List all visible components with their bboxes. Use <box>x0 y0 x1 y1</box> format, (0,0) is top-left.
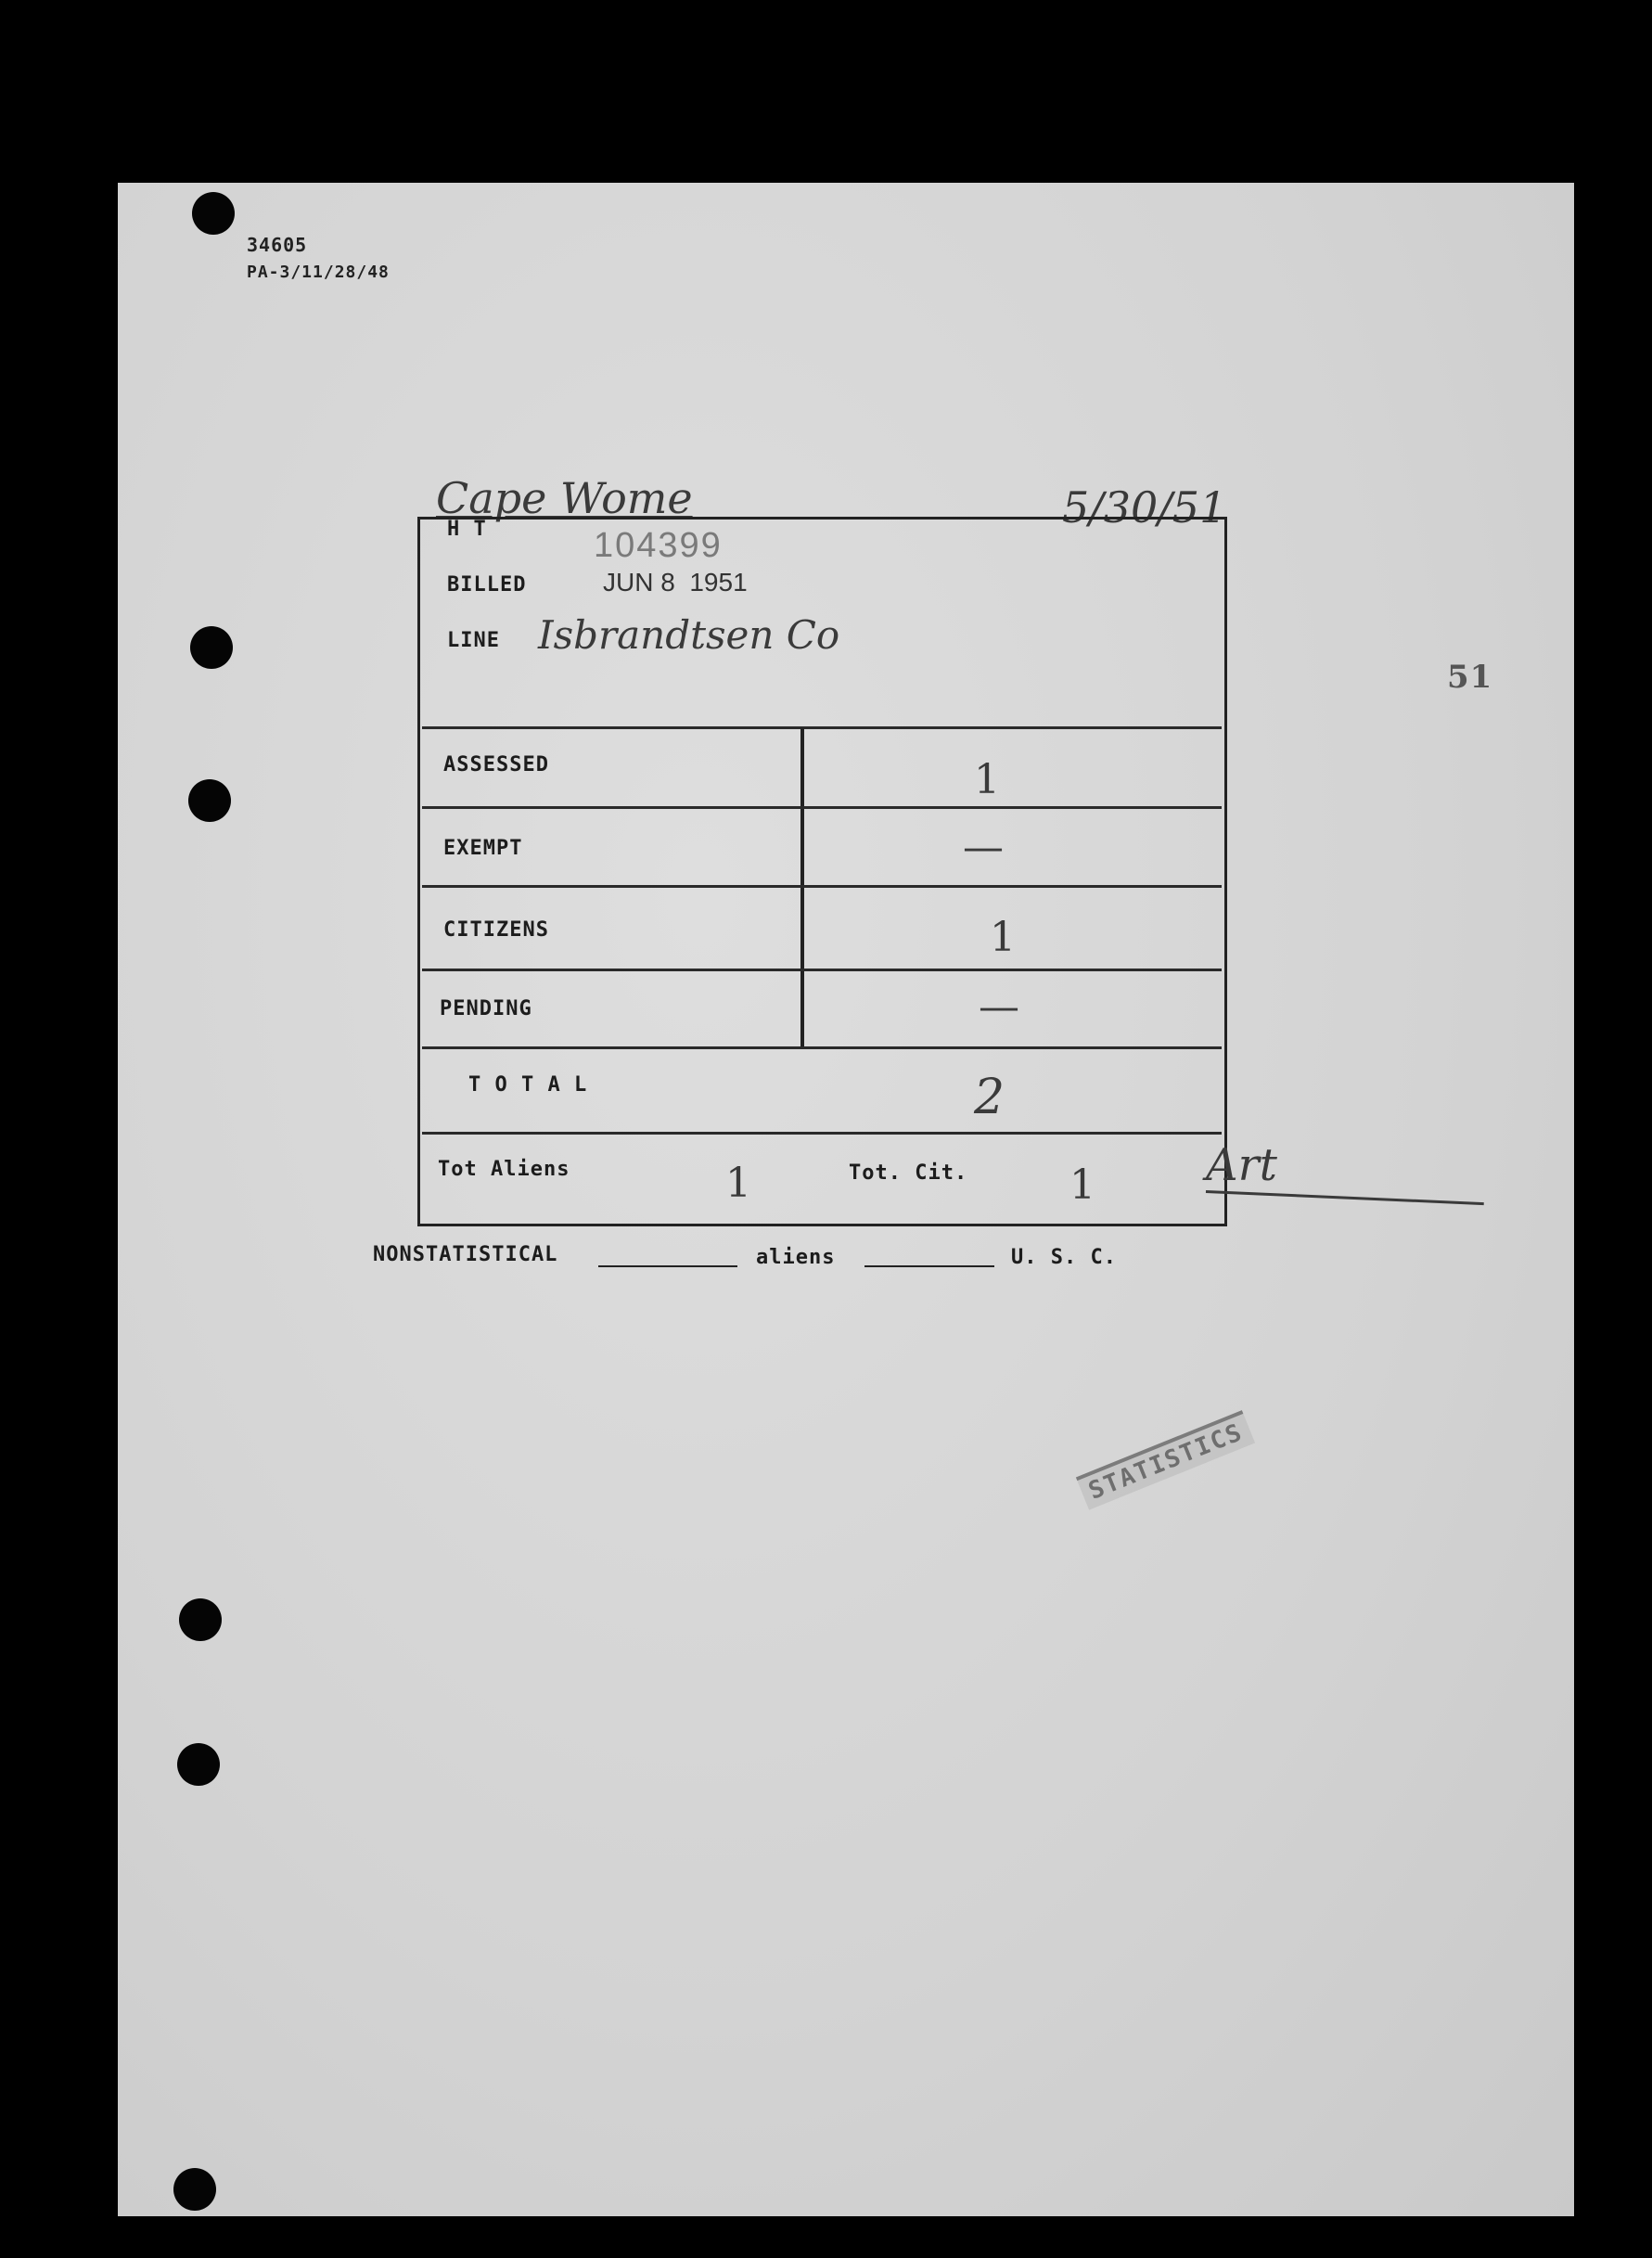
row-value-citizens: 1 <box>990 914 1016 961</box>
corner-ref-line1: 34605 <box>247 234 308 256</box>
initials: Art <box>1206 1139 1277 1191</box>
total-label: T O T A L <box>468 1073 588 1097</box>
divider <box>422 885 1222 888</box>
divider <box>422 1132 1222 1135</box>
line-value: Isbrandtsen Co <box>538 612 840 658</box>
row-label-citizens: CITIZENS <box>443 918 549 942</box>
punch-hole <box>188 779 231 822</box>
tot-cit-label: Tot. Cit. <box>849 1161 968 1185</box>
row-label-pending: PENDING <box>440 997 532 1020</box>
punch-hole <box>192 192 235 235</box>
line-label: LINE <box>447 629 500 652</box>
row-value-pending: — <box>979 983 1019 1031</box>
ship-name: Cape Wome <box>436 473 693 523</box>
blank-line <box>864 1265 994 1267</box>
tot-cit-value: 1 <box>1069 1161 1095 1209</box>
punch-hole <box>177 1743 220 1786</box>
blank-line <box>598 1265 737 1267</box>
aliens-label: aliens <box>756 1246 836 1269</box>
punch-hole <box>179 1598 222 1641</box>
tot-aliens-label: Tot Aliens <box>438 1158 570 1181</box>
row-value-assessed: 1 <box>974 756 1000 803</box>
total-value: 2 <box>974 1070 1005 1125</box>
billed-label: BILLED <box>447 573 527 597</box>
header-date: 5/30/51 <box>1062 482 1227 532</box>
column-divider <box>800 728 804 1048</box>
row-value-exempt: — <box>963 824 1004 871</box>
row-label-exempt: EXEMPT <box>443 837 523 860</box>
divider <box>422 969 1222 971</box>
statistics-stamp: STATISTICS <box>1076 1410 1255 1509</box>
divider <box>422 806 1222 809</box>
tot-aliens-value: 1 <box>725 1160 751 1207</box>
ht-label: H T <box>447 518 487 541</box>
row-label-assessed: ASSESSED <box>443 753 549 776</box>
billed-date: JUN 8 1951 <box>603 568 748 597</box>
page-number: 51 <box>1447 659 1493 696</box>
punch-hole <box>173 2168 216 2211</box>
corner-ref-line2: PA-3/11/28/48 <box>247 263 390 282</box>
divider <box>422 726 1222 729</box>
punch-hole <box>190 626 233 669</box>
usc-label: U. S. C. <box>1011 1246 1117 1269</box>
divider <box>422 1046 1222 1049</box>
nonstat-label: NONSTATISTICAL <box>373 1243 558 1266</box>
ht-number: 104399 <box>594 526 723 565</box>
